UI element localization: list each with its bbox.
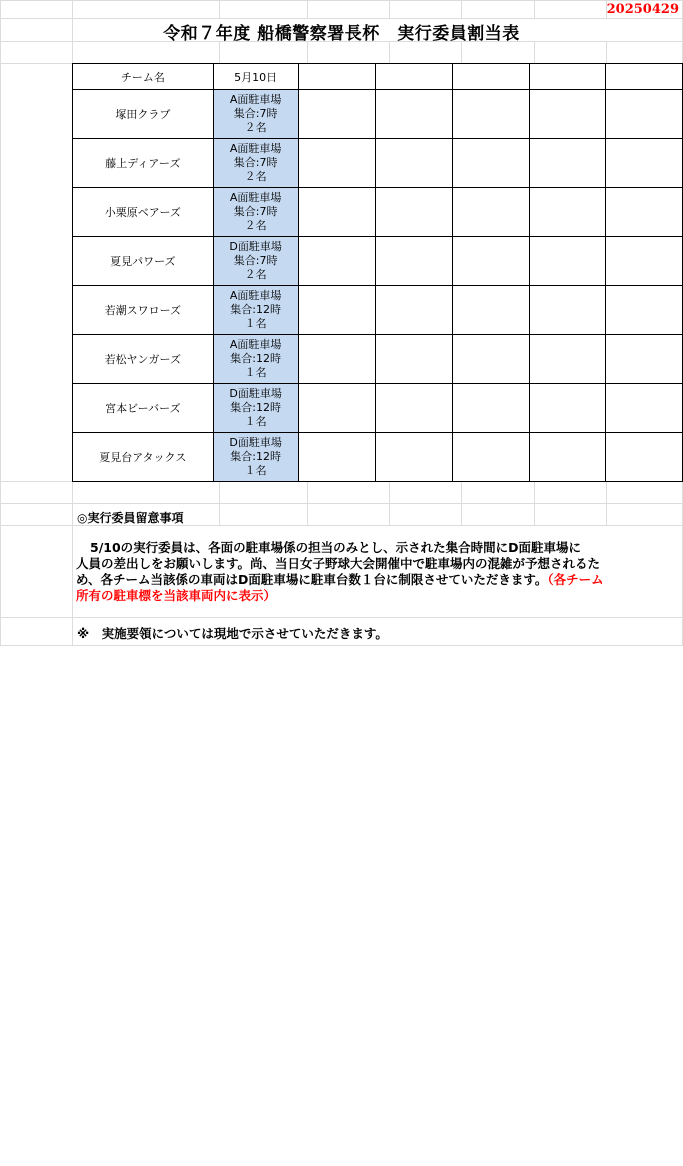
- empty-cell: [529, 384, 606, 433]
- empty-cell: [376, 286, 453, 335]
- table-row: [73, 433, 683, 482]
- team-name-cell: 若潮スワローズ: [73, 286, 214, 335]
- assignment-cell: [213, 188, 298, 237]
- empty-cell: [606, 90, 683, 139]
- table-row: [73, 188, 683, 237]
- assignment-count: ２名: [244, 170, 267, 183]
- assignment-count: ２名: [244, 219, 267, 232]
- empty-cell: [298, 433, 376, 482]
- empty-cell: [376, 384, 453, 433]
- team-name-cell: 夏見パワーズ: [73, 237, 214, 286]
- empty-cell: [376, 188, 453, 237]
- notes-footer: ※ 実施要領については現地で示させていただきます。: [77, 626, 388, 641]
- team-name-cell: 小栗原ベアーズ: [73, 188, 214, 237]
- table-row: [73, 237, 683, 286]
- assignment-cell: [213, 384, 298, 433]
- empty-cell: [529, 139, 606, 188]
- header-empty-cell: [298, 64, 376, 90]
- empty-cell: [452, 237, 529, 286]
- table-row: [73, 335, 683, 384]
- empty-cell: [606, 237, 683, 286]
- empty-cell: [298, 139, 376, 188]
- notes-heading: ◎実行委員留意事項: [77, 511, 184, 525]
- header-empty-cell: [376, 64, 453, 90]
- assignment-cell: [213, 139, 298, 188]
- empty-cell: [606, 286, 683, 335]
- header-empty-cell: [529, 64, 606, 90]
- header-team-name: チーム名: [73, 64, 214, 90]
- empty-cell: [298, 286, 376, 335]
- empty-cell: [452, 335, 529, 384]
- assignment-cell: [213, 237, 298, 286]
- assignment-time: 集合:12時: [230, 401, 281, 414]
- assignment-time: 集合:12時: [230, 303, 281, 316]
- assignment-cell: [213, 433, 298, 482]
- empty-cell: [298, 335, 376, 384]
- empty-cell: [529, 286, 606, 335]
- empty-cell: [606, 139, 683, 188]
- assignment-cell: [213, 286, 298, 335]
- header-empty-cell: [606, 64, 683, 90]
- assignment-cell: [213, 335, 298, 384]
- document-date: 20250429: [606, 2, 679, 17]
- notes-line-3-red: （各チーム: [547, 572, 604, 587]
- empty-cell: [298, 90, 376, 139]
- empty-cell: [452, 139, 529, 188]
- assignment-lot: D面駐車場: [229, 387, 282, 400]
- empty-cell: [529, 433, 606, 482]
- assignment-table: [72, 63, 683, 482]
- empty-cell: [606, 433, 683, 482]
- header-date: 5月10日: [213, 64, 298, 90]
- assignment-lot: A面駐車場: [229, 93, 282, 106]
- notes-line-4-red: 所有の駐車標を当該車両内に表示）: [76, 588, 277, 603]
- team-name-cell: 藤上ディアーズ: [73, 139, 214, 188]
- empty-cell: [376, 237, 453, 286]
- assignment-lot: D面駐車場: [229, 436, 282, 449]
- table-row: [73, 139, 683, 188]
- notes-body: [76, 540, 680, 604]
- assignment-count: ２名: [244, 268, 267, 281]
- assignment-count: １名: [244, 366, 267, 379]
- empty-cell: [606, 335, 683, 384]
- empty-cell: [298, 384, 376, 433]
- empty-cell: [298, 237, 376, 286]
- team-name-cell: 塚田クラブ: [73, 90, 214, 139]
- empty-cell: [529, 188, 606, 237]
- empty-cell: [452, 433, 529, 482]
- assignment-time: 集合:7時: [233, 156, 278, 169]
- empty-cell: [452, 384, 529, 433]
- team-name-cell: 夏見台アタックス: [73, 433, 214, 482]
- assignment-lot: A面駐車場: [229, 338, 282, 351]
- table-row: [73, 286, 683, 335]
- empty-cell: [606, 384, 683, 433]
- empty-cell: [376, 433, 453, 482]
- assignment-lot: A面駐車場: [229, 289, 282, 302]
- empty-cell: [376, 335, 453, 384]
- assignment-time: 集合:12時: [230, 450, 281, 463]
- assignment-count: １名: [244, 464, 267, 477]
- empty-cell: [606, 188, 683, 237]
- team-name-cell: 宮本ビーバーズ: [73, 384, 214, 433]
- document-title: 令和７年度 船橋警察署長杯 実行委員割当表: [163, 24, 520, 44]
- empty-cell: [529, 237, 606, 286]
- assignment-lot: D面駐車場: [229, 240, 282, 253]
- notes-line-1: 5/10の実行委員は、各面の駐車場係の担当のみとし、示された集合時間にD面駐車場に: [90, 540, 582, 555]
- empty-cell: [376, 139, 453, 188]
- empty-cell: [529, 335, 606, 384]
- assignment-time: 集合:7時: [233, 254, 278, 267]
- assignment-time: 集合:7時: [233, 205, 278, 218]
- notes-line-2: 人員の差出しをお願いします。尚、当日女子野球大会開催中で駐車場内の混雑が予想されるた: [76, 556, 601, 571]
- table-row: [73, 384, 683, 433]
- assignment-count: １名: [244, 415, 267, 428]
- header-empty-cell: [452, 64, 529, 90]
- table-header-row: [73, 64, 683, 90]
- empty-cell: [452, 90, 529, 139]
- empty-cell: [298, 188, 376, 237]
- empty-cell: [452, 188, 529, 237]
- notes-line-3: め、各チーム当該係の車両はD面駐車場に駐車台数１台に制限させていただきます。: [76, 572, 548, 587]
- empty-cell: [452, 286, 529, 335]
- empty-cell: [376, 90, 453, 139]
- assignment-time: 集合:12時: [230, 352, 281, 365]
- table-row: [73, 90, 683, 139]
- empty-cell: [529, 90, 606, 139]
- assignment-lot: A面駐車場: [229, 191, 282, 204]
- team-name-cell: 若松ヤンガーズ: [73, 335, 214, 384]
- assignment-count: １名: [244, 317, 267, 330]
- assignment-count: ２名: [244, 121, 267, 134]
- assignment-cell: [213, 90, 298, 139]
- assignment-lot: A面駐車場: [229, 142, 282, 155]
- assignment-time: 集合:7時: [233, 107, 278, 120]
